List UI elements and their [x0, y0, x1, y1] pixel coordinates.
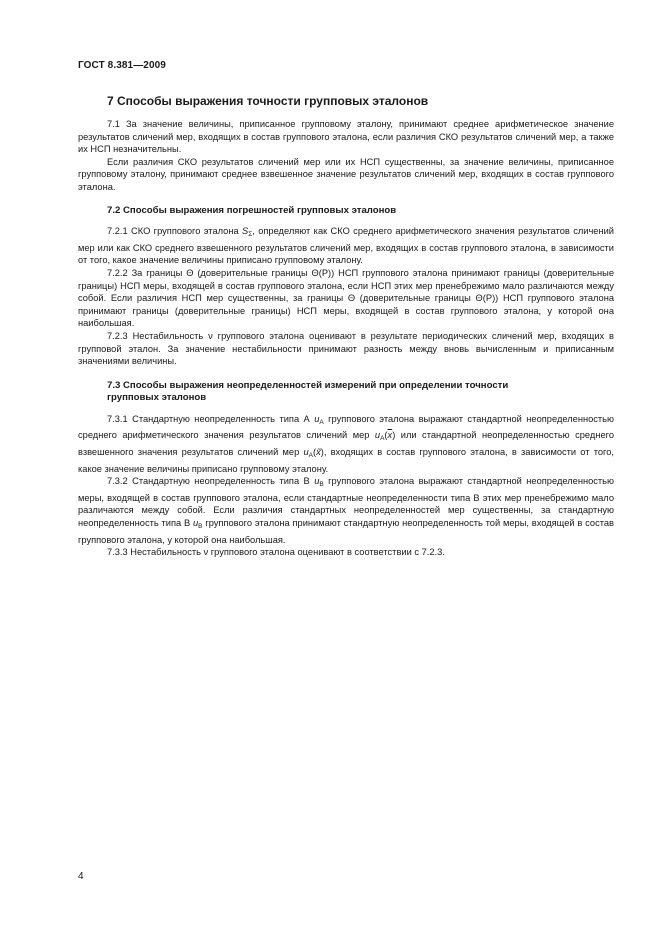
section-7-title: 7 Способы выражения точности групповых эталонов	[107, 94, 429, 108]
page-content	[78, 94, 614, 559]
paragraph-7-2-2: 7.2.2 За границы Θ (доверительные границы Θ(P)) НСП группового эталона принимают границы (доверительные границы) НСП меры, входящей в состав группового эталона, если НСП этих мер пренебрежимо мало различаются между собой. Если различия НСП мер существенны, за границы Θ (доверительные границы Θ(P)) НСП группового эталона принимают границы (доверительные границы) НСП меры, входящей в состав группового эталона, у которой она наибольшая.	[78, 267, 614, 329]
paragraph-7-2-1: 7.2.1 СКО группового эталона $S_\Sigma$, определяют как СКО среднего арифметического значения результатов сличений мер или как СКО среднего взвешенного результатов сличений мер, входящих в состав группового эталона, в зависимости от того, какое значение величины приписано групповому эталону.	[78, 226, 614, 266]
standard-header: ГОСТ 8.381—2009	[78, 60, 166, 71]
paragraph-7-3-1: 7.3.1 Стандартную неопределенность типа А $u_A$ группового эталона выражают стандартной неопределенностью среднего арифметического значения результатов сличений мер $u_A(\overline{x})$ или стандартной неопределенностью среднего взвешенного значения результатов сличений мер $u_A(x̃)$, входящих в состав группового эталона, в зависимости от того, какое значение величины приписано групповому эталону.	[78, 413, 614, 474]
paragraph-7-2-3: 7.2.3 Нестабильность ν группового эталона оценивают в результате периодических сличений мер, входящих в групповой эталон. За значение нестабильности принимают разность между вновь вычисленным и приписанным значениями величины.	[78, 330, 614, 367]
section-7-3-title: 7.3 Способы выражения неопределенностей измерений при определении точности групповых эталонов	[107, 379, 509, 404]
paragraph-7-3-3: 7.3.3 Нестабильность ν группового эталона оценивают в соответствии с 7.2.3.	[107, 547, 445, 558]
paragraph-7-1: 7.1 За значение величины, приписанное групповому эталону, принимают среднее арифметическое значение результатов сличений мер, входящих в состав группового эталона, если различия СКО результатов сличений мер, а также их НСП незначительны.	[78, 119, 614, 155]
paragraph-7-1-b: Если различия СКО результатов сличений мер или их НСП существенны, за значение величины, приписанное групповому эталону, принимают среднее взвешенное значение результатов сличений мер, входящих в состав группового эталона.	[78, 156, 614, 192]
paragraph-7-3-2: 7.3.2 Стандартную неопределенность типа В $u_B$ группового эталона выражают стандартной неопределенностью меры, входящей в состав группового эталона, если стандартные неопределенности типа В этих мер пренебрежимо мало различаются между собой. Если различия стандартных неопределенностей мер существенны, за стандартную неопределенность типа В $u_B$ группового эталона принимают стандартную неопределенность той меры, входящей в состав группового эталона, у которой она наибольшая.	[78, 476, 614, 545]
page-number: 4	[78, 871, 84, 882]
section-7-2-title: 7.2 Способы выражения погрешностей групповых эталонов	[107, 204, 397, 216]
